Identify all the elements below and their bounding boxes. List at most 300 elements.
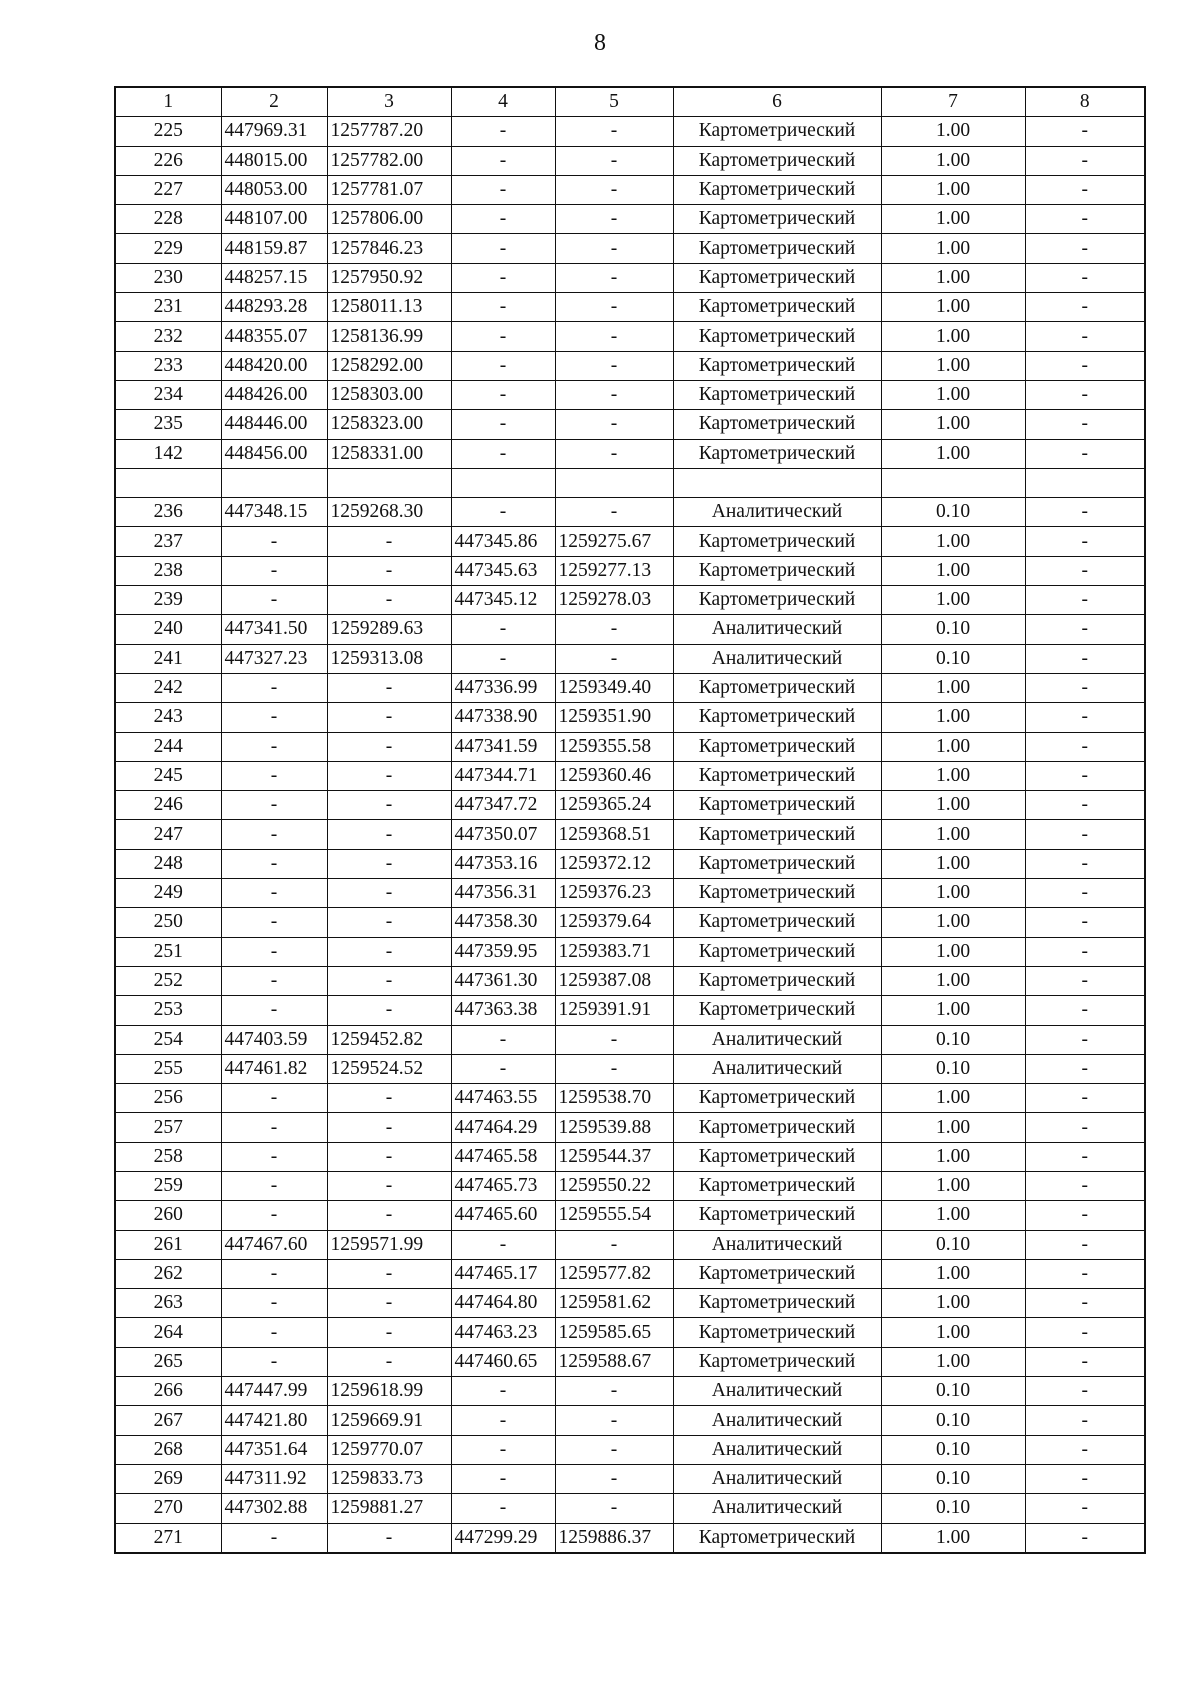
column-header: 3: [327, 87, 451, 117]
table-cell: 447336.99: [451, 673, 555, 702]
table-cell: 447465.58: [451, 1142, 555, 1171]
table-cell: 1.00: [881, 1142, 1025, 1171]
table-cell: 1259452.82: [327, 1025, 451, 1054]
table-cell: 1257806.00: [327, 205, 451, 234]
table-cell: Картометрический: [673, 439, 881, 468]
table-cell: -: [1025, 1347, 1145, 1376]
table-cell: -: [221, 1318, 327, 1347]
table-cell: -: [327, 849, 451, 878]
table-cell: 447363.38: [451, 996, 555, 1025]
table-cell: 1259376.23: [555, 879, 673, 908]
table-cell: -: [451, 1464, 555, 1493]
table-cell: -: [555, 1435, 673, 1464]
table-cell: -: [1025, 673, 1145, 702]
table-cell: 1259618.99: [327, 1377, 451, 1406]
table-cell: -: [1025, 1230, 1145, 1259]
table-cell: Аналитический: [673, 1025, 881, 1054]
table-row: [115, 1084, 1145, 1113]
table-cell: -: [451, 1494, 555, 1523]
table-cell: 230: [115, 263, 221, 292]
table-cell: 269: [115, 1464, 221, 1493]
coordinates-table: [114, 86, 1146, 1554]
table-cell: 1258136.99: [327, 322, 451, 351]
table-cell: -: [1025, 1171, 1145, 1200]
table-cell: -: [451, 117, 555, 146]
table-cell: 237: [115, 527, 221, 556]
table-cell: 1.00: [881, 351, 1025, 380]
table-row: [115, 1377, 1145, 1406]
table-cell: -: [327, 1171, 451, 1200]
table-cell: 448293.28: [221, 293, 327, 322]
table-cell: 448107.00: [221, 205, 327, 234]
table-row: [115, 1347, 1145, 1376]
table-cell: Картометрический: [673, 849, 881, 878]
table-cell: -: [221, 556, 327, 585]
table-cell: 231: [115, 293, 221, 322]
table-cell: -: [327, 820, 451, 849]
table-cell: -: [1025, 996, 1145, 1025]
table-cell: 447345.63: [451, 556, 555, 585]
table-cell: -: [555, 1054, 673, 1083]
table-cell: 447341.59: [451, 732, 555, 761]
table-cell: -: [327, 1523, 451, 1553]
table-cell: 1257846.23: [327, 234, 451, 263]
table-cell: 447299.29: [451, 1523, 555, 1553]
table-cell: -: [221, 1259, 327, 1288]
table-cell: 243: [115, 703, 221, 732]
table-cell: 1.00: [881, 1084, 1025, 1113]
table-cell: 1.00: [881, 996, 1025, 1025]
table-cell: 266: [115, 1377, 221, 1406]
table-cell: [221, 468, 327, 497]
table-cell: 1.00: [881, 879, 1025, 908]
table-cell: -: [1025, 820, 1145, 849]
table-cell: 244: [115, 732, 221, 761]
table-cell: -: [555, 644, 673, 673]
table-cell: Аналитический: [673, 644, 881, 673]
table-cell: 1.00: [881, 205, 1025, 234]
table-cell: -: [221, 1201, 327, 1230]
table-cell: 447350.07: [451, 820, 555, 849]
table-cell: -: [221, 586, 327, 615]
table-cell: 1.00: [881, 761, 1025, 790]
table-row: [115, 1406, 1145, 1435]
table-cell: -: [327, 703, 451, 732]
table-cell: Картометрический: [673, 1289, 881, 1318]
table-cell: -: [327, 732, 451, 761]
table-cell: -: [451, 322, 555, 351]
table-cell: 270: [115, 1494, 221, 1523]
table-row: [115, 117, 1145, 146]
table-cell: Картометрический: [673, 263, 881, 292]
table-row: [115, 1113, 1145, 1142]
table-cell: -: [327, 1318, 451, 1347]
table-cell: 0.10: [881, 1025, 1025, 1054]
table-cell: 1.00: [881, 293, 1025, 322]
table-cell: 448159.87: [221, 234, 327, 263]
table-cell: 1.00: [881, 673, 1025, 702]
table-cell: 252: [115, 966, 221, 995]
table-cell: Аналитический: [673, 1230, 881, 1259]
table-cell: 447465.60: [451, 1201, 555, 1230]
table-cell: Картометрический: [673, 1113, 881, 1142]
table-cell: 1259368.51: [555, 820, 673, 849]
table-row: [115, 761, 1145, 790]
table-cell: 1258323.00: [327, 410, 451, 439]
table-cell: 1.00: [881, 1113, 1025, 1142]
table-cell: Картометрический: [673, 1259, 881, 1288]
table-cell: -: [327, 937, 451, 966]
table-row: [115, 527, 1145, 556]
table-cell: -: [221, 1523, 327, 1553]
table-row: [115, 586, 1145, 615]
table-cell: 247: [115, 820, 221, 849]
table-cell: -: [1025, 1494, 1145, 1523]
table-cell: -: [451, 644, 555, 673]
table-cell: -: [221, 849, 327, 878]
table-cell: 242: [115, 673, 221, 702]
table-cell: 233: [115, 351, 221, 380]
table-cell: 1259524.52: [327, 1054, 451, 1083]
table-cell: 1.00: [881, 1523, 1025, 1553]
table-cell: 1257950.92: [327, 263, 451, 292]
table-cell: Картометрический: [673, 205, 881, 234]
table-cell: Картометрический: [673, 820, 881, 849]
table-cell: 448355.07: [221, 322, 327, 351]
table-cell: -: [451, 234, 555, 263]
table-cell: -: [221, 996, 327, 1025]
table-cell: 265: [115, 1347, 221, 1376]
table-row: [115, 351, 1145, 380]
table-cell: 1.00: [881, 937, 1025, 966]
table-cell: -: [327, 761, 451, 790]
table-cell: -: [555, 1494, 673, 1523]
table-row: [115, 937, 1145, 966]
table-cell: [1025, 468, 1145, 497]
table-cell: 234: [115, 380, 221, 409]
table-cell: Картометрический: [673, 234, 881, 263]
column-header: 7: [881, 87, 1025, 117]
table-cell: Картометрический: [673, 556, 881, 585]
table-row: [115, 644, 1145, 673]
table-cell: 447345.86: [451, 527, 555, 556]
table-cell: -: [451, 205, 555, 234]
table-row: [115, 1201, 1145, 1230]
table-cell: 1259391.91: [555, 996, 673, 1025]
table-row: [115, 293, 1145, 322]
table-cell: Картометрический: [673, 1171, 881, 1200]
table-cell: -: [1025, 1025, 1145, 1054]
table-cell: 1258292.00: [327, 351, 451, 380]
table-cell: Картометрический: [673, 1201, 881, 1230]
table-cell: Картометрический: [673, 673, 881, 702]
table-cell: 238: [115, 556, 221, 585]
table-cell: 0.10: [881, 1054, 1025, 1083]
table-row: [115, 1054, 1145, 1083]
table-cell: -: [1025, 908, 1145, 937]
table-cell: -: [451, 263, 555, 292]
table-cell: 1259669.91: [327, 1406, 451, 1435]
table-cell: -: [1025, 410, 1145, 439]
table-cell: 254: [115, 1025, 221, 1054]
table-cell: -: [451, 498, 555, 527]
table-cell: -: [451, 1435, 555, 1464]
table-cell: 1.00: [881, 820, 1025, 849]
table-cell: 268: [115, 1435, 221, 1464]
table-cell: -: [1025, 586, 1145, 615]
table-cell: -: [451, 439, 555, 468]
table-cell: -: [221, 1347, 327, 1376]
column-header: 2: [221, 87, 327, 117]
table-cell: 1.00: [881, 556, 1025, 585]
table-cell: Картометрический: [673, 791, 881, 820]
table-cell: 1259770.07: [327, 1435, 451, 1464]
table-cell: 249: [115, 879, 221, 908]
table-row: [115, 410, 1145, 439]
table-cell: -: [1025, 1464, 1145, 1493]
table-cell: 1259383.71: [555, 937, 673, 966]
table-cell: 447347.72: [451, 791, 555, 820]
table-row: [115, 615, 1145, 644]
table-row: [115, 1318, 1145, 1347]
table-cell: -: [327, 556, 451, 585]
table-cell: -: [1025, 146, 1145, 175]
table-cell: 1.00: [881, 1347, 1025, 1376]
table-cell: 1259544.37: [555, 1142, 673, 1171]
table-cell: -: [221, 1171, 327, 1200]
table-cell: Картометрический: [673, 146, 881, 175]
table-cell: -: [555, 615, 673, 644]
table-cell: -: [1025, 293, 1145, 322]
table-cell: 235: [115, 410, 221, 439]
table-cell: -: [1025, 439, 1145, 468]
table-row: [115, 1435, 1145, 1464]
table-cell: -: [1025, 1142, 1145, 1171]
table-cell: 1259351.90: [555, 703, 673, 732]
table-cell: -: [451, 410, 555, 439]
table-cell: -: [221, 1142, 327, 1171]
table-cell: -: [451, 175, 555, 204]
table-cell: 1258011.13: [327, 293, 451, 322]
table-cell: 447463.23: [451, 1318, 555, 1347]
table-cell: 250: [115, 908, 221, 937]
table-cell: -: [327, 966, 451, 995]
table-cell: 447467.60: [221, 1230, 327, 1259]
table-cell: 246: [115, 791, 221, 820]
table-cell: Картометрический: [673, 1084, 881, 1113]
table-row: [115, 1289, 1145, 1318]
table-row: [115, 791, 1145, 820]
table-cell: 1259539.88: [555, 1113, 673, 1142]
table-cell: Картометрический: [673, 527, 881, 556]
table-cell: Картометрический: [673, 175, 881, 204]
table-cell: 1.00: [881, 146, 1025, 175]
table-cell: 236: [115, 498, 221, 527]
table-cell: 1259313.08: [327, 644, 451, 673]
table-cell: 0.10: [881, 1435, 1025, 1464]
table-cell: 1.00: [881, 1318, 1025, 1347]
table-cell: -: [555, 175, 673, 204]
table-cell: -: [1025, 1289, 1145, 1318]
table-cell: 447361.30: [451, 966, 555, 995]
table-row: [115, 1494, 1145, 1523]
header-row: [115, 87, 1145, 117]
table-cell: -: [555, 117, 673, 146]
table-cell: 1.00: [881, 439, 1025, 468]
table-cell: 1259275.67: [555, 527, 673, 556]
table-cell: -: [221, 966, 327, 995]
table-cell: Картометрический: [673, 351, 881, 380]
table-cell: 1.00: [881, 322, 1025, 351]
table-cell: -: [221, 703, 327, 732]
table-cell: 1259538.70: [555, 1084, 673, 1113]
table-cell: 1.00: [881, 732, 1025, 761]
table-cell: -: [555, 293, 673, 322]
table-row: [115, 498, 1145, 527]
table-cell: Картометрический: [673, 1142, 881, 1171]
table-cell: -: [451, 380, 555, 409]
table-cell: [881, 468, 1025, 497]
table-cell: 267: [115, 1406, 221, 1435]
table-cell: -: [221, 908, 327, 937]
table-cell: 447359.95: [451, 937, 555, 966]
table-cell: 1259881.27: [327, 1494, 451, 1523]
table-cell: -: [451, 293, 555, 322]
table-cell: Аналитический: [673, 1377, 881, 1406]
table-cell: 448456.00: [221, 439, 327, 468]
table-cell: 0.10: [881, 1377, 1025, 1406]
table-row: [115, 879, 1145, 908]
table-cell: -: [327, 908, 451, 937]
table-cell: 1.00: [881, 1171, 1025, 1200]
table-row: [115, 175, 1145, 204]
table-cell: 447345.12: [451, 586, 555, 615]
table-cell: 228: [115, 205, 221, 234]
table-cell: Картометрический: [673, 879, 881, 908]
table-cell: 1259577.82: [555, 1259, 673, 1288]
column-header: 5: [555, 87, 673, 117]
table-cell: 271: [115, 1523, 221, 1553]
table-cell: -: [555, 1406, 673, 1435]
table-cell: 258: [115, 1142, 221, 1171]
table-cell: -: [1025, 205, 1145, 234]
table-cell: Картометрический: [673, 293, 881, 322]
table-cell: 447356.31: [451, 879, 555, 908]
table-cell: -: [1025, 1054, 1145, 1083]
table-cell: 263: [115, 1289, 221, 1318]
table-cell: -: [1025, 1435, 1145, 1464]
table-cell: -: [221, 527, 327, 556]
table-cell: 1259585.65: [555, 1318, 673, 1347]
table-cell: -: [1025, 527, 1145, 556]
table-row: [115, 673, 1145, 702]
table-cell: -: [555, 351, 673, 380]
table-cell: 1259360.46: [555, 761, 673, 790]
table-cell: -: [1025, 234, 1145, 263]
table-cell: Аналитический: [673, 1054, 881, 1083]
table-cell: 1.00: [881, 586, 1025, 615]
table-cell: 447421.80: [221, 1406, 327, 1435]
table-cell: -: [1025, 966, 1145, 995]
table-cell: 257: [115, 1113, 221, 1142]
table-cell: [115, 468, 221, 497]
table-cell: 1259550.22: [555, 1171, 673, 1200]
table-cell: -: [555, 234, 673, 263]
table-cell: 1.00: [881, 410, 1025, 439]
table-cell: 1259588.67: [555, 1347, 673, 1376]
table-cell: 447969.31: [221, 117, 327, 146]
table-cell: Картометрический: [673, 996, 881, 1025]
table-cell: Аналитический: [673, 1464, 881, 1493]
table-cell: 248: [115, 849, 221, 878]
table-cell: 0.10: [881, 1494, 1025, 1523]
table-cell: [451, 468, 555, 497]
table-cell: 1259268.30: [327, 498, 451, 527]
table-cell: Картометрический: [673, 732, 881, 761]
table-cell: 0.10: [881, 498, 1025, 527]
table-cell: -: [555, 263, 673, 292]
table-row: [115, 468, 1145, 497]
table-cell: 1259365.24: [555, 791, 673, 820]
table-cell: 1.00: [881, 263, 1025, 292]
table-row: [115, 966, 1145, 995]
table-cell: -: [1025, 351, 1145, 380]
table-row: [115, 1523, 1145, 1553]
table-cell: -: [327, 673, 451, 702]
table-cell: 447464.80: [451, 1289, 555, 1318]
table-cell: Аналитический: [673, 1494, 881, 1523]
table-cell: 448053.00: [221, 175, 327, 204]
table-cell: 229: [115, 234, 221, 263]
table-cell: 1.00: [881, 1259, 1025, 1288]
table-cell: -: [1025, 1084, 1145, 1113]
table-cell: 239: [115, 586, 221, 615]
table-cell: 1259278.03: [555, 586, 673, 615]
table-cell: 1259833.73: [327, 1464, 451, 1493]
table-cell: -: [451, 1054, 555, 1083]
table-cell: 232: [115, 322, 221, 351]
table-cell: -: [1025, 1318, 1145, 1347]
table-row: [115, 146, 1145, 175]
table-cell: 260: [115, 1201, 221, 1230]
table-cell: 448420.00: [221, 351, 327, 380]
table-cell: 1.00: [881, 1201, 1025, 1230]
table-row: [115, 322, 1145, 351]
table-cell: 447465.17: [451, 1259, 555, 1288]
table-cell: [555, 468, 673, 497]
table-cell: -: [221, 1289, 327, 1318]
table-cell: -: [221, 937, 327, 966]
table-cell: 447344.71: [451, 761, 555, 790]
table-cell: -: [1025, 732, 1145, 761]
table-cell: -: [221, 732, 327, 761]
table-cell: 1259349.40: [555, 673, 673, 702]
table-cell: -: [1025, 1201, 1145, 1230]
table-cell: -: [1025, 849, 1145, 878]
table-row: [115, 1259, 1145, 1288]
table-cell: -: [1025, 1259, 1145, 1288]
table-cell: -: [1025, 761, 1145, 790]
table-cell: 259: [115, 1171, 221, 1200]
table-cell: 255: [115, 1054, 221, 1083]
table-cell: 1259387.08: [555, 966, 673, 995]
table-row: [115, 263, 1145, 292]
table-cell: -: [1025, 791, 1145, 820]
table-cell: 227: [115, 175, 221, 204]
column-header: 1: [115, 87, 221, 117]
table-cell: -: [451, 1406, 555, 1435]
table-cell: 251: [115, 937, 221, 966]
